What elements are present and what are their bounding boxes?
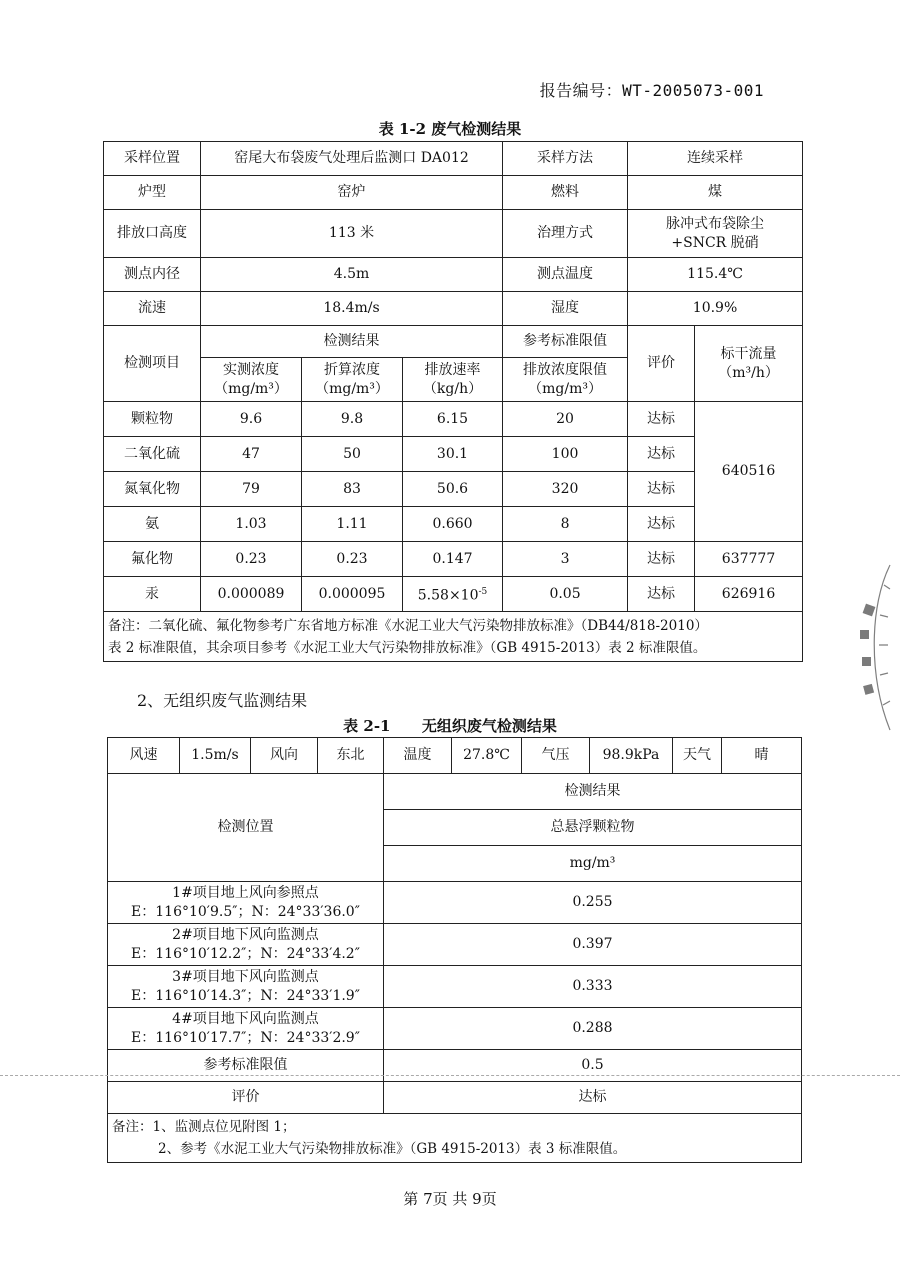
section2-title: 2、无组织废气监测结果 — [137, 691, 308, 710]
point-cell — [108, 1008, 384, 1050]
table-row — [104, 402, 803, 437]
flow-group-value: 640516 — [695, 402, 803, 542]
fuel-value: 煤 — [628, 176, 803, 210]
pressure-value: 98.9kPa — [590, 738, 673, 774]
row-limit: 20 — [503, 402, 628, 437]
table-row — [104, 542, 803, 577]
temp-label: 温度 — [384, 738, 452, 774]
point-coord: E：116°10′9.5″；N：24°33′36.0″ — [131, 903, 360, 920]
flow-mercury-value: 626916 — [695, 577, 803, 612]
ref-limit-value: 0.5 — [384, 1050, 802, 1082]
point-value: 0.333 — [384, 966, 802, 1008]
point-name: 2#项目地下风向监测点 — [172, 926, 319, 943]
humidity-value: 10.9% — [628, 292, 803, 326]
table-row — [104, 577, 803, 612]
eval-value: 达标 — [384, 1082, 802, 1114]
row-rate: 6.15 — [403, 402, 503, 437]
tsp-header: 总悬浮颗粒物 — [384, 810, 802, 846]
table-row — [108, 966, 802, 1008]
page-number: 第 7页 共 9页 — [403, 1190, 497, 1208]
row-rate: 0.147 — [403, 542, 503, 577]
col-rate-line1: 排放速率 — [424, 361, 481, 378]
note-line2: 表 2 标准限值，其余项目参考《水泥工业大气污染物排放标准》（GB 4915-2013）表 2 标准限值。 — [108, 639, 707, 656]
sampling-position-label: 采样位置 — [104, 142, 201, 176]
row-item: 氮氧化物 — [104, 472, 201, 507]
inner-diameter-label: 测点内径 — [104, 258, 201, 292]
wind-speed-value: 1.5m/s — [180, 738, 251, 774]
col-measured-line2: （mg/m³） — [214, 380, 288, 397]
row-rate: 30.1 — [403, 437, 503, 472]
row-limit: 0.05 — [503, 577, 628, 612]
row-item: 汞 — [104, 577, 201, 612]
rate-base: 5.58×10 — [417, 587, 479, 604]
row-item: 氨 — [104, 507, 201, 542]
outlet-height-value: 113 米 — [201, 210, 503, 258]
point-value: 0.288 — [384, 1008, 802, 1050]
table1-caption: 表 1-2 废气检测结果 — [378, 120, 522, 138]
row-rate: 50.6 — [403, 472, 503, 507]
outlet-height-label: 排放口高度 — [104, 210, 201, 258]
row-measured: 47 — [201, 437, 302, 472]
flow-header — [695, 326, 803, 402]
row-converted: 1.11 — [302, 507, 403, 542]
col-limit — [503, 358, 628, 402]
row-eval: 达标 — [628, 577, 695, 612]
point-cell — [108, 882, 384, 924]
point-coord: E：116°10′14.3″；N：24°33′1.9″ — [131, 987, 360, 1004]
item-header: 检测项目 — [104, 326, 201, 402]
humidity-label: 湿度 — [503, 292, 628, 326]
weather-label: 天气 — [673, 738, 722, 774]
velocity-value: 18.4m/s — [201, 292, 503, 326]
col-limit-line1: 排放浓度限值 — [523, 361, 608, 378]
unit-header: mg/m³ — [384, 846, 802, 882]
table2-caption-text: 表 2-1 无组织废气检测结果 — [343, 717, 557, 735]
ref-header: 参考标准限值 — [503, 326, 628, 358]
col-measured — [201, 358, 302, 402]
col-limit-line2: （mg/m³） — [528, 380, 602, 397]
col-converted-line2: （mg/m³） — [315, 380, 389, 397]
sampling-method-value: 连续采样 — [628, 142, 803, 176]
row-eval: 达标 — [628, 542, 695, 577]
flow-header-line2: （m³/h） — [718, 364, 779, 381]
wind-speed-label: 风速 — [108, 738, 180, 774]
point-name: 1#项目地上风向参照点 — [172, 884, 319, 901]
point-value: 0.397 — [384, 924, 802, 966]
table-row — [108, 882, 802, 924]
treatment-line2: +SNCR 脱硝 — [671, 234, 759, 251]
row-limit: 8 — [503, 507, 628, 542]
result-header: 检测结果 — [201, 326, 503, 358]
furnace-type-value: 窑炉 — [201, 176, 503, 210]
sampling-method-label: 采样方法 — [503, 142, 628, 176]
row-measured: 1.03 — [201, 507, 302, 542]
col-converted-line1: 折算浓度 — [324, 361, 380, 378]
col-rate — [403, 358, 503, 402]
row-limit: 320 — [503, 472, 628, 507]
table-row — [108, 1008, 802, 1050]
row-eval: 达标 — [628, 402, 695, 437]
seal-stamp-icon — [850, 545, 898, 745]
point-name: 4#项目地下风向监测点 — [172, 1010, 319, 1027]
row-converted: 9.8 — [302, 402, 403, 437]
row-eval: 达标 — [628, 437, 695, 472]
point-cell — [108, 924, 384, 966]
row-limit: 100 — [503, 437, 628, 472]
row-measured: 0.000089 — [201, 577, 302, 612]
flow-fluoride-value: 637777 — [695, 542, 803, 577]
treatment-label: 治理方式 — [503, 210, 628, 258]
note-line1: 备注：二氧化硫、氟化物参考广东省地方标准《水泥工业大气污染物排放标准》（DB44/818-2010） — [108, 617, 708, 634]
row-rate: 0.660 — [403, 507, 503, 542]
row-converted: 0.23 — [302, 542, 403, 577]
row-converted: 50 — [302, 437, 403, 472]
flow-header-line1: 标干流量 — [720, 345, 777, 362]
sampling-position-value: 窑尾大布袋废气处理后监测口 DA012 — [201, 142, 503, 176]
row-rate — [403, 577, 503, 612]
weather-value: 晴 — [722, 738, 802, 774]
table-row — [108, 924, 802, 966]
row-item: 二氧化硫 — [104, 437, 201, 472]
point-cell — [108, 966, 384, 1008]
row-item: 颗粒物 — [104, 402, 201, 437]
table1-note — [104, 612, 803, 662]
temperature-label: 测点温度 — [503, 258, 628, 292]
row-measured: 79 — [201, 472, 302, 507]
fuel-label: 燃料 — [503, 176, 628, 210]
row-limit: 3 — [503, 542, 628, 577]
col-measured-line1: 实测浓度 — [223, 361, 279, 378]
pressure-label: 气压 — [522, 738, 590, 774]
ref-limit-label: 参考标准限值 — [108, 1050, 384, 1082]
row-measured: 0.23 — [201, 542, 302, 577]
point-coord: E：116°10′17.7″；N：24°33′2.9″ — [131, 1029, 360, 1046]
col-rate-line2: （kg/h） — [422, 380, 483, 397]
note-line1: 备注：1、监测点位见附图 1； — [112, 1119, 296, 1135]
table2-note — [108, 1114, 802, 1163]
report-number: 报告编号：WT-2005073-001 — [539, 81, 764, 100]
row-measured: 9.6 — [201, 402, 302, 437]
point-coord: E：116°10′12.2″；N：24°33′4.2″ — [131, 945, 360, 962]
eval-header: 评价 — [628, 326, 695, 402]
row-eval: 达标 — [628, 472, 695, 507]
velocity-label: 流速 — [104, 292, 201, 326]
point-name: 3#项目地下风向监测点 — [172, 968, 319, 985]
temp-value: 27.8℃ — [452, 738, 522, 774]
wind-dir-label: 风向 — [251, 738, 318, 774]
col-converted — [302, 358, 403, 402]
position-header: 检测位置 — [108, 774, 384, 882]
treatment-line1: 脉冲式布袋除尘 — [666, 215, 765, 232]
eval-label: 评价 — [108, 1082, 384, 1114]
fugitive-gas-table — [107, 737, 802, 1163]
inner-diameter-value: 4.5m — [201, 258, 503, 292]
scan-divider — [0, 1075, 900, 1076]
point-value: 0.255 — [384, 882, 802, 924]
temperature-value: 115.4℃ — [628, 258, 803, 292]
row-converted: 0.000095 — [302, 577, 403, 612]
wind-dir-value: 东北 — [318, 738, 384, 774]
row-eval: 达标 — [628, 507, 695, 542]
note-line2: 2、参考《水泥工业大气污染物排放标准》（GB 4915-2013）表 3 标准限值。 — [158, 1141, 627, 1157]
furnace-type-label: 炉型 — [104, 176, 201, 210]
exhaust-gas-table — [103, 141, 803, 662]
result-header: 检测结果 — [384, 774, 802, 810]
treatment-value — [628, 210, 803, 258]
row-converted: 83 — [302, 472, 403, 507]
row-item: 氟化物 — [104, 542, 201, 577]
rate-exponent: -5 — [478, 586, 488, 597]
table2-caption — [0, 715, 900, 736]
